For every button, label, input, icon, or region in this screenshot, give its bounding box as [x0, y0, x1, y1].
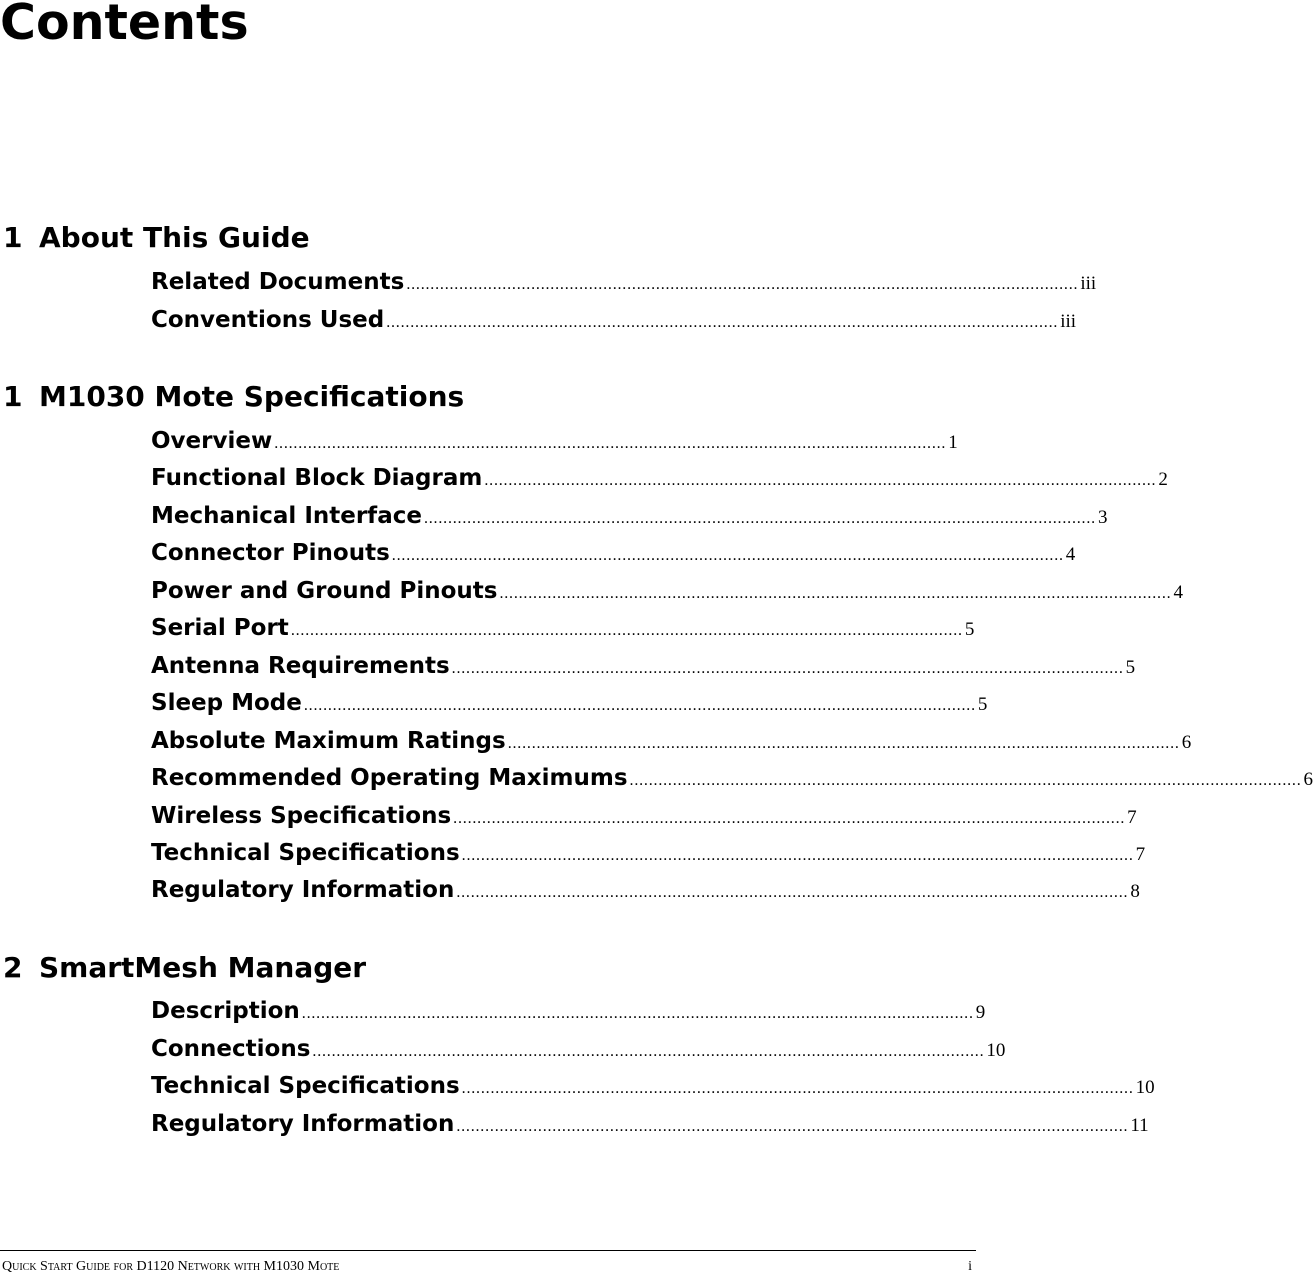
- toc-entry-page: 7: [1127, 807, 1137, 828]
- dot-leader: ............................................................................................................................................: [303, 697, 976, 714]
- toc-entry-label: Antenna Requirements: [151, 653, 450, 679]
- dot-leader: ............................................................................................................................................: [629, 772, 1302, 789]
- dot-leader: ............................................................................................................................................: [507, 735, 1180, 752]
- toc-entry-page: 11: [1130, 1115, 1149, 1136]
- dot-leader: ............................................................................................................................................: [290, 622, 963, 639]
- toc-entry-label: Serial Port: [151, 615, 289, 641]
- dot-leader: ............................................................................................................................................: [499, 585, 1172, 602]
- toc-entry-page: 5: [964, 619, 975, 640]
- toc-entry-page: 2: [1158, 469, 1168, 490]
- toc-entry[interactable]: [151, 503, 1108, 533]
- toc-entry[interactable]: [151, 728, 1192, 758]
- dot-leader: ............................................................................................................................................: [312, 1043, 985, 1060]
- toc-entry-page: 6: [1181, 732, 1192, 753]
- toc-entry[interactable]: [151, 615, 975, 645]
- toc-entry-label: Functional Block Diagram: [151, 465, 483, 491]
- toc-entry-label: Technical Specifications: [151, 1073, 460, 1099]
- dot-leader: ............................................................................................................................................: [274, 435, 947, 452]
- dot-leader: ............................................................................................................................................: [456, 884, 1129, 901]
- dot-leader: ............................................................................................................................................: [391, 547, 1064, 564]
- chapter-title: M1030 Mote Specifications: [39, 380, 465, 413]
- chapter-heading[interactable]: [3, 221, 310, 255]
- toc-entry[interactable]: [151, 653, 1136, 683]
- dot-leader: ............................................................................................................................................: [451, 660, 1124, 677]
- toc-entry-page: iii: [1080, 273, 1097, 294]
- toc-entry[interactable]: [151, 840, 1146, 870]
- toc-entry-label: Recommended Operating Maximums: [151, 765, 628, 791]
- toc-entry-page: 9: [975, 1002, 986, 1023]
- dot-leader: ............................................................................................................................................: [484, 472, 1157, 489]
- toc-entry[interactable]: [151, 1111, 1149, 1141]
- toc-entry[interactable]: [151, 690, 988, 720]
- chapter-number: 1: [3, 380, 23, 413]
- dot-leader: ............................................................................................................................................: [301, 1005, 974, 1022]
- toc-entry-label: Regulatory Information: [151, 1111, 455, 1137]
- chapter-heading[interactable]: [3, 380, 464, 414]
- toc-entry[interactable]: [151, 269, 1097, 299]
- toc-entry[interactable]: [151, 765, 1313, 795]
- toc-entry[interactable]: [151, 1073, 1155, 1103]
- toc-entry-label: Mechanical Interface: [151, 503, 422, 529]
- toc-entry-page: 4: [1065, 544, 1076, 565]
- toc-entry-page: iii: [1060, 311, 1077, 332]
- toc-entry-page: 7: [1135, 844, 1146, 865]
- toc-entry-label: Sleep Mode: [151, 690, 302, 716]
- chapter-number: 1: [3, 221, 23, 254]
- toc-entry-page: 4: [1173, 582, 1183, 603]
- toc-entry-page: 10: [1135, 1077, 1155, 1098]
- chapter-number: 2: [3, 951, 23, 984]
- toc-entry-label: Absolute Maximum Ratings: [151, 728, 506, 754]
- toc-entry-page: 8: [1130, 881, 1140, 902]
- footer-rule: [0, 1250, 976, 1251]
- toc-entry-label: Power and Ground Pinouts: [151, 578, 498, 604]
- dot-leader: ............................................................................................................................................: [386, 314, 1059, 331]
- footer-document-title: Quick Start Guide for D1120 Network with M1030 Mote: [2, 1259, 340, 1274]
- toc-entry-page: 10: [986, 1040, 1006, 1061]
- toc-entry[interactable]: [151, 1036, 1006, 1066]
- dot-leader: ............................................................................................................................................: [461, 847, 1134, 864]
- footer-page-number: i: [968, 1259, 972, 1274]
- toc-entry-label: Description: [151, 998, 300, 1024]
- toc-entry[interactable]: [151, 307, 1077, 337]
- dot-leader: ............................................................................................................................................: [406, 276, 1079, 293]
- toc-entry[interactable]: [151, 803, 1137, 833]
- toc-entry-page: 6: [1303, 769, 1313, 790]
- toc-entry[interactable]: [151, 578, 1183, 608]
- toc-entry-page: 3: [1097, 507, 1108, 528]
- toc-entry-label: Connector Pinouts: [151, 540, 390, 566]
- dot-leader: ............................................................................................................................................: [456, 1118, 1129, 1135]
- toc-entry-label: Regulatory Information: [151, 877, 455, 903]
- dot-leader: ............................................................................................................................................: [461, 1080, 1134, 1097]
- toc-entry-label: Connections: [151, 1036, 311, 1062]
- toc-entry-page: 5: [1125, 657, 1136, 678]
- toc-entry[interactable]: [151, 465, 1168, 495]
- toc-entry-label: Overview: [151, 428, 273, 454]
- toc-entry[interactable]: [151, 428, 958, 458]
- toc-entry-label: Wireless Specifications: [151, 803, 452, 829]
- toc-entry-label: Technical Specifications: [151, 840, 460, 866]
- toc-entry-label: Related Documents: [151, 269, 405, 295]
- toc-entry-page: 1: [948, 432, 958, 453]
- page-title: Contents: [0, 0, 249, 51]
- toc-entry[interactable]: [151, 540, 1076, 570]
- dot-leader: ............................................................................................................................................: [423, 510, 1096, 527]
- dot-leader: ............................................................................................................................................: [453, 810, 1126, 827]
- chapter-title: About This Guide: [39, 221, 310, 254]
- chapter-title: SmartMesh Manager: [39, 951, 367, 984]
- toc-entry-page: 5: [977, 694, 988, 715]
- toc-entry[interactable]: [151, 998, 986, 1028]
- chapter-heading[interactable]: [3, 951, 366, 985]
- toc-entry[interactable]: [151, 877, 1140, 907]
- toc-entry-label: Conventions Used: [151, 307, 385, 333]
